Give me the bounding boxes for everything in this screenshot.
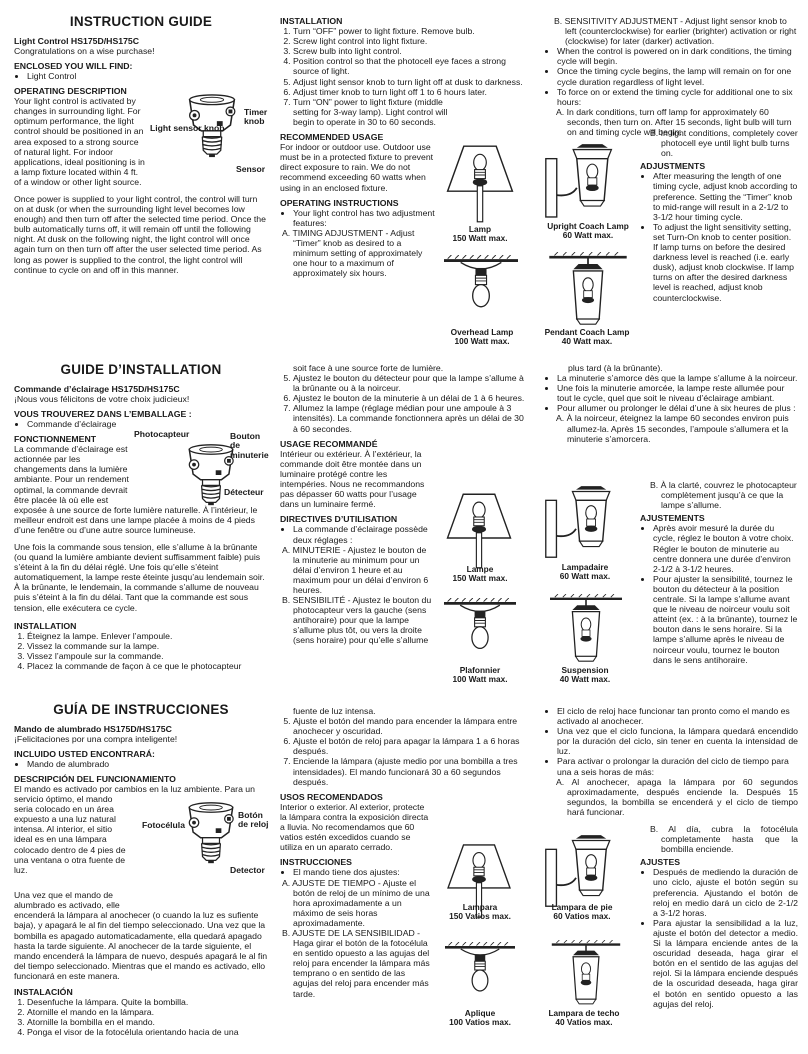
spanish-operating-p2a: Una vez que el mando de alumbrado es activado, elle	[14, 890, 120, 911]
french-bullet-3a: A. À la noirceur, éteignez la lampe 60 secondes environ puis allumez-la. Après 15 secondes, l’ampoule s’allumera et la minuterie s’amorcera.	[556, 413, 789, 444]
lamp-illustration	[444, 138, 516, 230]
light-control-illustration-es	[178, 800, 244, 866]
english-bullet-3b: B. In light conditions, completely cover photocell eye until light bulb turns on.	[650, 128, 798, 159]
spanish-bullet-3a: A. Al anochecer, apaga la lámpara por 60 segundos aproximadamente, después enciende la. Después 15 segundos, la bombilla se encenderá y el ciclo de tiempo hará funcionar.	[556, 776, 798, 817]
french-install-step: 1. Éteignez la lampe. Enlever l’ampoule.	[27, 631, 268, 641]
overhead-lamp-label: Overhead Lamp 100 Watt max.	[450, 327, 514, 347]
english-install-step: 5. Adjust light sensor knob to turn light off at dusk to darkness.	[293, 77, 528, 87]
spanish-op-rest: seria colocado en un área expuesto a una luz natural intensa. Al interior, el sitio ideal es en una lámpara colocado dentro de 4 pies de una ventana o otra fuente de luz.	[14, 804, 126, 875]
spanish-bullet: • El ciclo de reloj hace funcionar tan pronto como el mando es activado al anochecer.	[557, 706, 798, 726]
french-model: Commande d’éclairage HS175D/HS175C	[14, 383, 180, 394]
french-install-step: 3. Vissez l’ampoule sur la commande.	[27, 651, 268, 661]
english-model: Light Control HS175D/HS175C	[14, 35, 140, 46]
english-install-step: 2. Screw light control into light fixture.	[293, 36, 528, 46]
upright-coach-lamp-illustration	[544, 140, 626, 232]
french-install-step-4-cont: soit face à une source forte de lumière.	[293, 363, 444, 373]
english-adjustment-2: • To adjust the light sensitivity setting, set Turn-On knob to center position. If lamp turns on before the desired darkness level is reached (i.e. early dusk), adjust knob clockwise. If lamp turns on after the desired darkness level is reached, adjust knob counterclockwise.	[653, 222, 798, 303]
english-install-step: 6. Adjust timer knob to turn light off 1 to 6 hours later.	[293, 87, 528, 97]
bouton-minuterie-label: Bouton de minuterie	[230, 431, 269, 460]
french-adjustment-1: • Après avoir mesuré la durée du cycle, réglez le bouton à votre choix. Régler le bouton de minuterie au centre donnera une durée d’environ 2-1/2 à 3-1/2 heures.	[653, 523, 798, 573]
english-operating-p1: Your light control is activated by changes in surrounding light. For optimum performance, the light control should be positioned in an area exposed to a strong source of natural light. For indoor applications, ideal positioning is in a lamp fixture located within 4 ft. of a window or other light source.	[14, 96, 145, 187]
french-bullet: • Pour allumer ou prolonger le délai d’une à six heures de plus :	[557, 403, 798, 413]
lampara-de-techo-label: Lampara de techo 40 Vatios max.	[548, 1008, 620, 1028]
sensor-label: Sensor	[236, 164, 266, 174]
french-bullet: • Une fois la minuterie amorcée, la lampe reste allumée pour tout le cycle, quel que soit le niveau d’éclairage ambiant.	[557, 383, 798, 403]
fotocelula-label: Fotocélula	[142, 820, 185, 830]
french-install-step: 4. Placez la commande de façon à ce que le photocapteur	[27, 661, 268, 671]
spanish-enclosed-heading: INCLUIDO USTED ENCONTRARÁ:	[14, 748, 155, 759]
french-congrats: ¡Nous vous félicitons de votre choix judicieux!	[14, 393, 190, 404]
spanish-install-step: 3. Atornille la bombilla en el mando.	[27, 1017, 268, 1027]
spanish-install-step: 4. Ponga el visor de la fotocélula orientando hacia de una	[27, 1027, 268, 1037]
french-operating-p2: Une fois la commande sous tension, elle s’allume à la brûnante (ou quand la lumière ambiante devient suffisamment faible) puis s’éteint à la fin du délai réglé. Une fois qu’elle s’éteint automatiquement, la lampe reste éteinte jusqu’au lendemain soir. À la brûnante, le lendemain, la commande s’allume de nouveau puis s’éteint à la fin du délai. Tant que la commande est sous tension, elle exécutera ce cycle.	[14, 541, 265, 613]
french-install-step: 6. Ajustez le bouton de la minuterie à un délai de 1 à 6 heures.	[293, 393, 528, 403]
lampara-de-techo-illustration	[548, 940, 624, 1016]
lampadaire-illustration	[544, 482, 624, 572]
plafonnier-label: Plafonnier 100 Watt max.	[452, 665, 508, 685]
spanish-adjustments-heading: AJUSTES	[640, 857, 681, 868]
pendant-coach-lamp-label: Pendant Coach Lamp 40 Watt max.	[544, 327, 630, 347]
detector-label: Detector	[230, 865, 265, 875]
french-recommended-text: Intérieur ou extérieur. À l’extérieur, la commande doit être montée dans un luminaire protégé contre les intempéries. Nous ne recommandons pas dépasser 60 watts pour l’usage dans un luminaire fermé.	[280, 448, 425, 510]
spanish-title: GUÍA DE INSTRUCCIONES	[53, 702, 229, 717]
spanish-enclosed-item: • Mando de alumbrado	[27, 759, 268, 769]
aplique-illustration	[444, 942, 516, 1012]
spanish-recommended-text: Interior o exterior. Al exterior, protecte la lámpara contra la exposición directa a lluvia. No recomendamos que 60 vatios estén excedidos cuando se utiliza en un aparato cerrado.	[280, 801, 429, 853]
french-opi-b: B. SENSIBILITÉ - Ajustez le bouton du photocapteur vers la gauche (sens antihoraire) pour que la lampe s’allume plus tôt, ou vers la droite (sens horaire) pour qu’elle s’allume	[282, 595, 432, 646]
french-title: GUIDE D’INSTALLATION	[60, 362, 222, 377]
lampe-label: Lampe 150 Watt max.	[452, 564, 508, 584]
french-install-step: 7. Allumez la lampe (réglage médian pour une ampoule à 3 intensités). La commande fonctionnera après un délai de 30 à 60 secondes.	[293, 403, 528, 433]
spanish-congrats: ¡Felicitaciones por una compra inteligente!	[14, 733, 178, 744]
english-opi-intro: • Your light control has two adjustment features:	[293, 208, 443, 228]
french-opi-b-cont: plus tard (à la brûnante).	[568, 363, 663, 373]
spanish-adjustment-2: • Para ajustar la sensibilidad a la luz, ajuste el botón del detector a medio. Si la lámpara enciende antes de la oscuridad deseada, haga girar el botón en el sentido de las agujas del rejol. Si la lámpara enciende después de la oscuridad deseada, haga girar el botón en sentido opuesto a las agujas del reloj.	[653, 918, 798, 1009]
spanish-opi-a: A. AJUSTE DE TIEMPO - Ajuste el botón de reloj de un mínimo de una hora aproximadamente a un máximo de seis horas aproximadamente.	[282, 877, 430, 928]
spanish-instrucciones-heading: INSTRUCCIONES	[280, 857, 352, 868]
english-install-step: 7. Turn “ON” power to light fixture (middle setting for 3-way lamp). Light control will begin to operate in 30 to 60 seconds.	[293, 97, 453, 127]
lampara-de-pie-label: Lampara de pie 60 Vatios max.	[551, 902, 613, 922]
english-adjustment-1: • After measuring the length of one timing cycle, adjust knob according to preference. Setting the “Timer” knob to mid-range will result in a 2-1/2 to 3-1/2 hour timing cycle.	[653, 171, 798, 221]
spanish-installation-heading: INSTALACIÓN	[14, 986, 73, 997]
french-enclosed-item: • Commande d’éclairage	[27, 419, 268, 429]
spanish-opi-intro: • El mando tiene dos ajustes:	[293, 867, 439, 877]
english-install-step: 1. Turn “OFF” power to light fixture. Remove bulb.	[293, 26, 528, 36]
light-sensor-knob-label: Light sensor knob	[150, 123, 225, 133]
spanish-install-step: 1. Desenfuche la lámpara. Quite la bombilla.	[27, 997, 268, 1007]
english-opi-a: A. TIMING ADJUSTMENT - Adjust “Timer” knob as desired to a minimum setting of approximately one hour to a maximum of approximately six hours.	[282, 227, 423, 279]
french-adjustments-heading: AJUSTEMENTS	[640, 513, 705, 524]
boton-de-reloj-label: Botón de reloj	[238, 810, 269, 830]
plafonnier-illustration	[444, 598, 516, 670]
lampe-illustration	[444, 487, 514, 575]
spanish-install-step-4-cont: fuente de luz intensa.	[293, 706, 376, 716]
spanish-bullet-3b: B. Al día, cubra la fotocélula completamente hasta que la bombilla enciende.	[650, 824, 798, 855]
lampara-label: Lampara 150 Vatios max.	[449, 902, 511, 922]
french-recommended-heading: USAGE RECOMMANDÉ	[280, 438, 378, 449]
english-installation-heading: INSTALLATION	[280, 16, 343, 26]
french-opi-intro: • La commande d’éclairage possède deux réglages :	[293, 524, 439, 544]
english-opi-b: B. SENSITIVITY ADJUSTMENT - Adjust light sensor knob to left (counterclockwise) for earlier (brighter) activation or right (clockwise) for later (darker) activation.	[554, 16, 797, 47]
spanish-right-column	[544, 706, 798, 817]
spanish-recommended-heading: USOS RECOMENDADOS	[280, 791, 383, 802]
french-right-column-lower	[640, 480, 798, 665]
french-operating-p1a: La commande d’éclairage est actionnée par les changements dans la lumière ambiante. Pour un rendement optimal, la commande devrait être placée là où elle est	[14, 444, 129, 505]
english-right-column-lower	[640, 128, 798, 303]
spanish-op-line1: El mando es activado por cambios en la luz ambiente. Para un servicio óptimo, el mando	[14, 784, 255, 805]
french-adjustment-2: • Pour ajuster la sensibilité, tournez le bouton du détecteur à la position centrale. Si la lampe s’allume avant que le niveau de noirceur voulu soit atteint (ex. : à la brûnante), tournez le bouton dans le sens horaire. Si la lampe s’allume après le niveau de noirceur voulu, tournez le bouton dans le sens antihoraire.	[653, 574, 798, 665]
french-enclosed-heading: VOUS TROUVEREZ DANS L’EMBALLAGE :	[14, 408, 192, 419]
french-operating-p1b: exposée à une source de forte lumière naturelle. À l’intérieur, le meilleur endroit est dans une lampe placée à moins de 4 pieds d’une fenêtre ou d’une autre source lumineuse.	[14, 504, 258, 535]
aplique-label: Aplique 100 Vatios max.	[449, 1008, 511, 1028]
spanish-model: Mando de alumbrado HS175D/HS175C	[14, 723, 172, 734]
english-adjustments-heading: ADJUSTMENTS	[640, 161, 706, 172]
spanish-bullet: • Para activar o prolongar la duración del ciclo de tiempo para una a seis horas de más:	[557, 756, 798, 776]
suspension-label: Suspension 40 Watt max.	[559, 665, 611, 685]
french-install-step: 2. Vissez la commande sur la lampe.	[27, 641, 268, 651]
french-directives-heading: DIRECTIVES D’UTILISATION	[280, 514, 398, 525]
english-bullet: • Once the timing cycle begins, the lamp will remain on for one cycle duration regardless of light level.	[557, 66, 798, 86]
pendant-coach-lamp-illustration	[548, 252, 628, 338]
english-enclosed-heading: ENCLOSED YOU WILL FIND:	[14, 60, 133, 71]
spanish-bullet: • Una vez que el ciclo funciona, la lámpara quedará encendido por la duración del ciclo, sin tener en cuenta la intensidad de luz.	[557, 726, 798, 756]
spanish-install-step: 5. Ajuste el botón del mando para encender la lámpara entre anochecer y oscuridad.	[293, 716, 528, 736]
spanish-opi-b: B. AJUSTE DE LA SENSIBILIDAD - Haga girar el botón de la fotocélula en sentido opuesto a las agujas del reloj para encender la lámpara más temprano o en sentido de las agujas del reloj para encender más tarde.	[282, 927, 430, 999]
french-operating-heading: FONCTIONNEMENT	[14, 434, 97, 445]
english-operating-heading: OPERATING DESCRIPTION	[14, 86, 127, 97]
english-install-step: 3. Screw bulb into light control.	[293, 46, 528, 56]
detecteur-label: Détecteur	[224, 487, 264, 497]
french-installation-heading: INSTALLATION	[14, 620, 77, 631]
english-recommended-heading: RECOMMENDED USAGE	[280, 132, 384, 143]
english-bullet-3a: A. In dark conditions, turn off lamp for approximately 60 seconds, then turn on. After 15 seconds, light bulb will turn on and timing cycle will begin.	[556, 106, 792, 138]
french-bullet: • La minuterie s’amorce dès que la lampe s’allume à la noirceur.	[557, 373, 798, 383]
spanish-install-step: 6. Ajuste el botón de reloj para apagar la lámpara 1 a 6 horas después.	[293, 736, 528, 756]
english-operating-p2: Once power is supplied to your light control, the control will turn on at dusk (or when the surrounding light level becomes low enough) and then turn off after the selected time period. Once the bulb automatically turns off, it will remain off until the following night. At dusk on the following night, the light control will once again turn on then turn off after the user selected time period. As long as power is supplied to the control, the light control will continue to cycle on and off in this manner.	[14, 193, 266, 275]
english-title: INSTRUCTION GUIDE	[69, 14, 213, 29]
english-congrats: Congratulations on a wise purchase!	[14, 45, 155, 56]
english-enclosed-item: • Light Control	[27, 71, 268, 81]
english-operating-instructions-heading: OPERATING INSTRUCTIONS	[280, 197, 399, 208]
spanish-right-column-lower	[640, 824, 798, 1009]
english-bullet: • When the control is powered on in dark conditions, the timing cycle will begin.	[557, 46, 798, 66]
english-right-column	[544, 16, 798, 137]
french-left-column	[14, 362, 268, 671]
english-install-step: 4. Position control so that the photocell eye faces a strong source of light.	[293, 56, 528, 76]
overhead-lamp-illustration	[444, 255, 518, 329]
photocapteur-label: Photocapteur	[134, 429, 190, 439]
french-opi-a: A. MINUTERIE - Ajustez le bouton de la minuterie au minimum pour un délai d’environ 1 heure et au maximum pour un délai d’environ 6 heures.	[282, 544, 429, 595]
timer-knob-label: Timer knob	[244, 107, 268, 127]
french-right-column	[544, 363, 798, 444]
spanish-operating-p2b: encenderá la lámpara al anochecer (o cuando la luz es sufiente baja), y apagará le al fin del tiempo seleccionado. Una vez que la bombilla es apagado automaticadamente, ella quedará apagado hasta la tarde siguiente. Al anochecer de la tarde siguiente, el mando encenderá la lámpara de nuevo, después apagará le al fin del tiempo seleccionado. Mientras que el mando es activado, ello funcionará en este manera.	[14, 910, 268, 981]
english-recommended-text: For indoor or outdoor use. Outdoor use must be in a protected fixture to prevent direct exposure to rain. We do not recommend exceeding 60 watts when using in an enclosed fixture.	[280, 142, 434, 193]
spanish-install-step: 2. Atornille el mando en la lámpara.	[27, 1007, 268, 1017]
lampadaire-label: Lampadaire 60 Watt max.	[559, 562, 611, 582]
spanish-adjustment-1: • Después de mediendo la duración de uno ciclo, ajuste el botón según su preferencia. Ajustando el botón de reloj en medio dará un ciclo de 2-1/2 a 3-1/2 horas.	[653, 867, 798, 917]
english-bullet: • To force on or extend the timing cycle for additional one to six hours:	[557, 87, 798, 107]
spanish-install-step: 7. Enciende la lámpara (ajuste medio por una bombilla a tres intensidades). El mando funcionará 30 a 60 segundos después.	[293, 756, 528, 786]
french-bullet-3b: B. À la clarté, couvrez le photocapteur complètement jusqu’à ce que la lampe s’allume.	[650, 480, 797, 511]
upright-coach-lamp-label: Upright Coach Lamp 60 Watt max.	[547, 221, 629, 241]
suspension-illustration	[548, 594, 624, 674]
lamp-label: Lamp 150 Watt max.	[452, 224, 508, 244]
french-install-step: 5. Ajustez le bouton du détecteur pour que la lampe s’allume à la brûnante ou à la noirceur.	[293, 373, 528, 393]
spanish-operating-heading: DESCRIPCIÓN DEL FUNCIONAMIENTO	[14, 774, 176, 785]
